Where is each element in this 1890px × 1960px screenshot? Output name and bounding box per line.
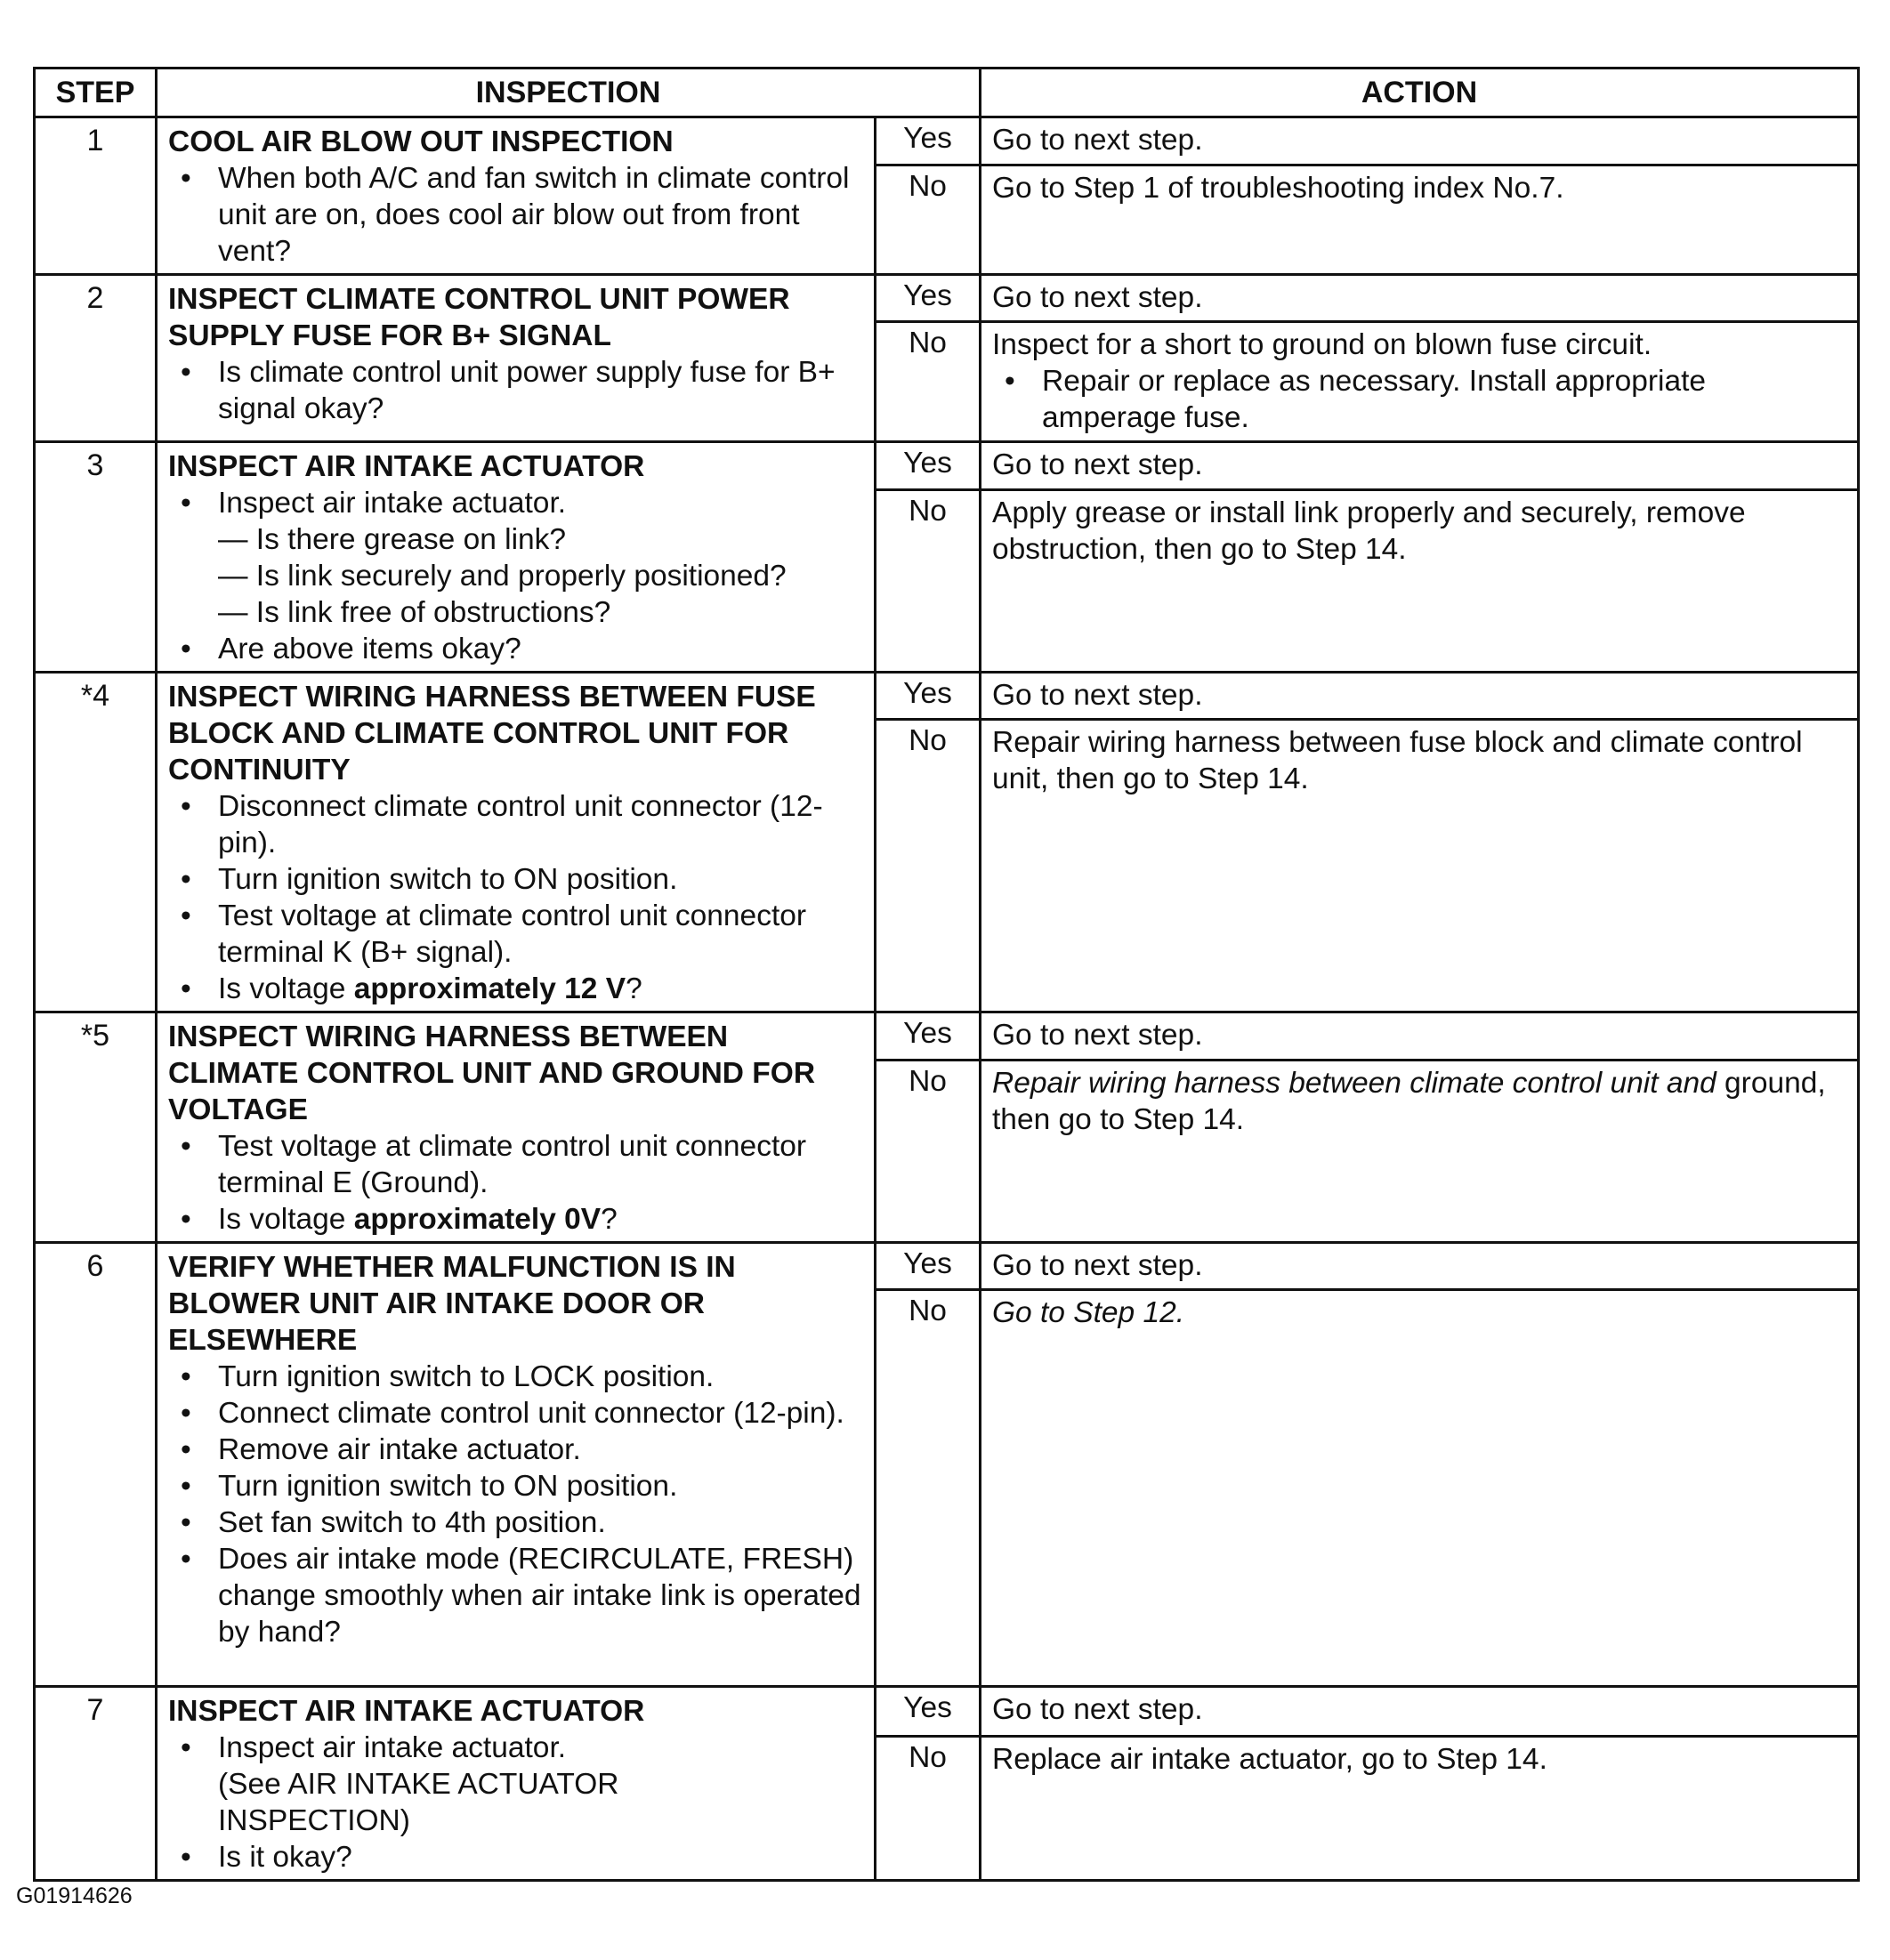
inspection-cell: [157, 117, 876, 275]
yes-action: Go to next step.: [981, 1012, 1859, 1061]
inspection-bullet: • Turn ignition switch to ON position.: [168, 1468, 865, 1504]
inspection-bullet: • Turn ignition switch to ON position.: [168, 861, 865, 898]
bullet-text: ?: [601, 1203, 618, 1236]
dash-item: — Is link free of obstructions?: [218, 596, 611, 629]
troubleshooting-table: [33, 67, 1860, 1882]
yes-action: Go to next step.: [981, 673, 1859, 720]
inspection-bullet: • Does air intake mode (RECIRCULATE, FRESH) change smoothly when air intake link is operated by hand?: [168, 1541, 865, 1650]
yes-action: Go to next step.: [981, 1243, 1859, 1290]
inspection-cell: [157, 673, 876, 1012]
no-label: No: [876, 720, 981, 1012]
no-label: No: [876, 165, 981, 274]
inspection-bullet: • Disconnect climate control unit connector (12-pin).: [168, 788, 865, 861]
no-action: Inspect for a short to ground on blown fuse circuit.: [992, 328, 1652, 361]
inspection-cell: [157, 442, 876, 673]
bullet-text: ?: [626, 972, 642, 1005]
yes-label: Yes: [876, 673, 981, 720]
inspection-bullet: • When both A/C and fan switch in climate control unit are on, does cool air blow out from front vent?: [168, 160, 865, 270]
no-action-text: ground, then go to Step 14.: [992, 1066, 1826, 1136]
step-number: 3: [35, 442, 157, 673]
inspection-bullet: [168, 971, 865, 1007]
header-row: [35, 69, 1859, 117]
no-action: Go to Step 12.: [981, 1290, 1859, 1687]
yes-label: Yes: [876, 442, 981, 490]
no-action-bullet: • Repair or replace as necessary. Install appropriate amperage fuse.: [992, 363, 1848, 436]
sub-line: INSPECTION): [218, 1804, 410, 1837]
inspection-bullet: • Are above items okay?: [168, 631, 865, 667]
header-action: ACTION: [981, 69, 1859, 117]
yes-label: Yes: [876, 1243, 981, 1290]
bullet-text: Is voltage: [218, 1203, 354, 1236]
step-row: [35, 117, 1859, 165]
yes-action: Go to next step.: [981, 442, 1859, 490]
bullet-bold-value: approximately 12 V: [353, 972, 626, 1005]
inspection-bullet: [168, 1730, 865, 1839]
yes-action: Go to next step.: [981, 1687, 1859, 1737]
inspection-title: INSPECT CLIMATE CONTROL UNIT POWER SUPPLY FUSE FOR B+ SIGNAL: [168, 283, 790, 352]
no-label: No: [876, 1737, 981, 1881]
figure-id: G01914626: [16, 1883, 133, 1908]
no-label: No: [876, 322, 981, 442]
no-action: Apply grease or install link properly and securely, remove obstruction, then go to Step 14.: [981, 489, 1859, 672]
step-number: 1: [35, 117, 157, 275]
inspection-title: VERIFY WHETHER MALFUNCTION IS IN BLOWER UNIT AIR INTAKE DOOR OR ELSEWHERE: [168, 1251, 736, 1357]
inspection-cell: [157, 1687, 876, 1881]
no-action: Replace air intake actuator, go to Step 14.: [981, 1737, 1859, 1881]
dash-item: — Is link securely and properly positioned?: [218, 560, 787, 593]
header-step: STEP: [35, 69, 157, 117]
yes-action: Go to next step.: [981, 275, 1859, 322]
inspection-title: INSPECT AIR INTAKE ACTUATOR: [168, 450, 645, 483]
inspection-bullet: • Is climate control unit power supply fuse for B+ signal okay?: [168, 354, 865, 427]
yes-label: Yes: [876, 117, 981, 165]
inspection-bullet: • Test voltage at climate control unit connector terminal E (Ground).: [168, 1128, 865, 1201]
yes-label: Yes: [876, 1012, 981, 1061]
no-action-cell: [981, 322, 1859, 442]
inspection-cell: [157, 1012, 876, 1243]
no-action: [981, 1060, 1859, 1242]
step-number: 7: [35, 1687, 157, 1881]
no-label: No: [876, 1060, 981, 1242]
inspection-cell: [157, 275, 876, 442]
step-number: *5: [35, 1012, 157, 1243]
no-action: Go to Step 1 of troubleshooting index No.7.: [981, 165, 1859, 274]
yes-action: Go to next step.: [981, 117, 1859, 165]
inspection-bullet: • Is it okay?: [168, 1839, 865, 1875]
inspection-cell: [157, 1243, 876, 1687]
yes-label: Yes: [876, 1687, 981, 1737]
inspection-bullet: • Turn ignition switch to LOCK position.: [168, 1359, 865, 1395]
inspection-bullet: [168, 1201, 865, 1238]
header-inspection: INSPECTION: [157, 69, 981, 117]
inspection-bullet: • Set fan switch to 4th position.: [168, 1504, 865, 1541]
sub-line: (See AIR INTAKE ACTUATOR: [218, 1768, 619, 1801]
no-label: No: [876, 489, 981, 672]
inspection-title: INSPECT AIR INTAKE ACTUATOR: [168, 1695, 645, 1728]
bullet-text: • Inspect air intake actuator.: [218, 1731, 567, 1764]
no-label: No: [876, 1290, 981, 1687]
bullet-bold-value: approximately 0V: [353, 1203, 602, 1236]
inspection-bullet: [168, 485, 865, 631]
inspection-title: COOL AIR BLOW OUT INSPECTION: [168, 125, 674, 158]
inspection-bullet: • Connect climate control unit connector (12-pin).: [168, 1395, 865, 1432]
inspection-title: INSPECT WIRING HARNESS BETWEEN FUSE BLOCK AND CLIMATE CONTROL UNIT FOR CONTINUITY: [168, 681, 816, 786]
step-number: 6: [35, 1243, 157, 1687]
no-action: Repair wiring harness between fuse block and climate control unit, then go to Step 14.: [981, 720, 1859, 1012]
step-number: *4: [35, 673, 157, 1012]
inspection-bullet: • Test voltage at climate control unit connector terminal K (B+ signal).: [168, 898, 865, 971]
dash-item: — Is there grease on link?: [218, 523, 567, 556]
bullet-text: • Inspect air intake actuator.: [218, 487, 567, 520]
no-action-italic: Repair wiring harness between climate control unit and: [992, 1066, 1716, 1100]
bullet-text: Is voltage: [218, 972, 354, 1005]
inspection-title: INSPECT WIRING HARNESS BETWEEN CLIMATE CONTROL UNIT AND GROUND FOR VOLTAGE: [168, 1020, 816, 1126]
step-number: 2: [35, 275, 157, 442]
yes-label: Yes: [876, 275, 981, 322]
inspection-bullet: • Remove air intake actuator.: [168, 1432, 865, 1468]
